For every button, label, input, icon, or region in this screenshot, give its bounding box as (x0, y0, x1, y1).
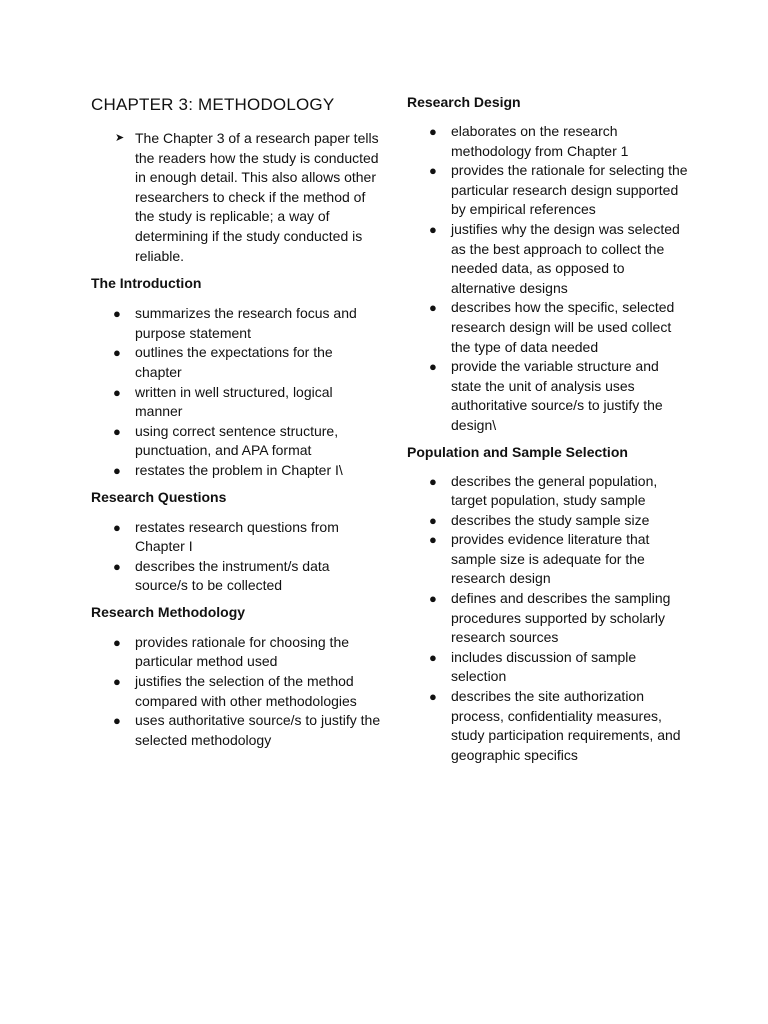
bullet-icon: ● (429, 221, 437, 237)
intro-paragraph-item (91, 129, 381, 266)
bullet-icon: ● (429, 359, 437, 375)
bullet-icon: ● (113, 558, 121, 574)
bullet-icon: ● (429, 591, 437, 607)
section-heading: Research Design (407, 94, 521, 110)
list-item-text: describes the instrument/s data source/s to be collected (135, 557, 330, 594)
list-item (91, 383, 381, 422)
bullet-list (407, 122, 692, 436)
list-item-text: restates research questions from Chapter I (135, 518, 339, 555)
list-item (407, 589, 692, 648)
section-heading: Population and Sample Selection (407, 443, 628, 460)
list-item (407, 122, 692, 161)
bullet-icon: ● (429, 649, 437, 665)
list-item-text: describes the general population, target population, study sample (451, 472, 658, 509)
bullet-icon: ● (113, 345, 121, 361)
list-item-text: provides evidence literature that sample size is adequate for the research design (451, 531, 650, 587)
section-heading: Research Questions (91, 488, 227, 505)
section-population-sample (407, 443, 692, 766)
bullet-list (407, 472, 692, 766)
section-research-design (407, 93, 692, 436)
list-item (91, 557, 381, 596)
arrow-bullet-icon: ➤ (115, 132, 125, 144)
list-item-text: describes the site authorization process, confidentiality measures, study participation requirements, and geographic specifics (451, 688, 681, 763)
bullet-icon: ● (113, 634, 121, 650)
section-research-questions (91, 488, 381, 596)
list-item-text: provides rationale for choosing the particular method used (135, 633, 350, 670)
bullet-icon: ● (113, 674, 121, 690)
section-heading: The Introduction (91, 275, 202, 292)
bullet-list (91, 518, 381, 596)
bullet-icon: ● (113, 519, 121, 535)
bullet-icon: ● (429, 300, 437, 316)
list-item-text: describes the study sample size (451, 511, 650, 528)
list-item (407, 220, 692, 298)
bullet-list (91, 304, 381, 480)
list-item (91, 461, 381, 481)
list-item-text: justifies the selection of the method compared with other methodologies (135, 673, 357, 709)
bullet-icon: ● (429, 689, 437, 705)
list-item (407, 357, 692, 435)
bullet-icon: ● (429, 124, 437, 139)
chapter-title: CHAPTER 3: METHODOLOGY (91, 95, 335, 114)
bullet-icon: ● (429, 512, 437, 528)
right-column (407, 93, 692, 765)
list-item (407, 530, 692, 589)
list-item (407, 298, 692, 357)
intro-paragraph: The Chapter 3 of a research paper tells the readers how the study is conducted in enough detail. This also allows other researchers to check if the method of the study is replicable; a way of determining if the study conducted is reliable. (135, 130, 379, 264)
bullet-icon: ● (113, 462, 121, 478)
list-item-text: justifies why the design was selected as the best approach to collect the needed data, as opposed to alternative designs (451, 220, 680, 296)
list-item (91, 343, 381, 382)
section-research-methodology (91, 603, 381, 751)
list-item-text: outlines the expectations for the chapter (135, 344, 333, 380)
bullet-icon: ● (113, 306, 121, 322)
bullet-icon: ● (113, 713, 121, 729)
list-item (407, 511, 692, 531)
intro-list (91, 129, 381, 266)
left-column (91, 92, 381, 750)
list-item-text: includes discussion of sample selection (451, 648, 637, 685)
list-item-text: describes how the specific, selected research design will be used collect the type of data needed (451, 299, 675, 355)
list-item-text: elaborates on the research methodology from Chapter 1 (451, 123, 629, 159)
list-item-text: restates the problem in Chapter I\ (135, 461, 343, 478)
list-item (91, 304, 381, 343)
bullet-icon: ● (113, 384, 121, 400)
bullet-icon: ● (429, 163, 437, 179)
bullet-icon: ● (429, 532, 437, 548)
list-item (91, 711, 381, 750)
list-item-text: defines and describes the sampling procedures supported by scholarly research sources (451, 590, 671, 646)
section-heading: Research Methodology (91, 603, 246, 620)
list-item (91, 633, 381, 672)
bullet-icon: ● (429, 473, 437, 489)
list-item (407, 648, 692, 687)
section-introduction (91, 274, 381, 480)
list-item-text: using correct sentence structure, punctuation, and APA format (135, 422, 339, 459)
list-item-text: written in well structured, logical manner (135, 383, 333, 420)
list-item-text: provide the variable structure and state the unit of analysis uses authoritative source/s to justify the design\ (451, 358, 663, 433)
list-item (91, 518, 381, 557)
list-item (91, 672, 381, 711)
list-item (407, 161, 692, 220)
list-item-text: uses authoritative source/s to justify the selected methodology (135, 712, 381, 748)
list-item-text: provides the rationale for selecting the particular research design supported by empirical references (451, 162, 688, 218)
list-item (407, 687, 692, 765)
list-item (91, 422, 381, 461)
list-item (407, 472, 692, 511)
bullet-icon: ● (113, 423, 121, 439)
bullet-list (91, 633, 381, 751)
list-item-text: summarizes the research focus and purpose statement (135, 305, 357, 341)
